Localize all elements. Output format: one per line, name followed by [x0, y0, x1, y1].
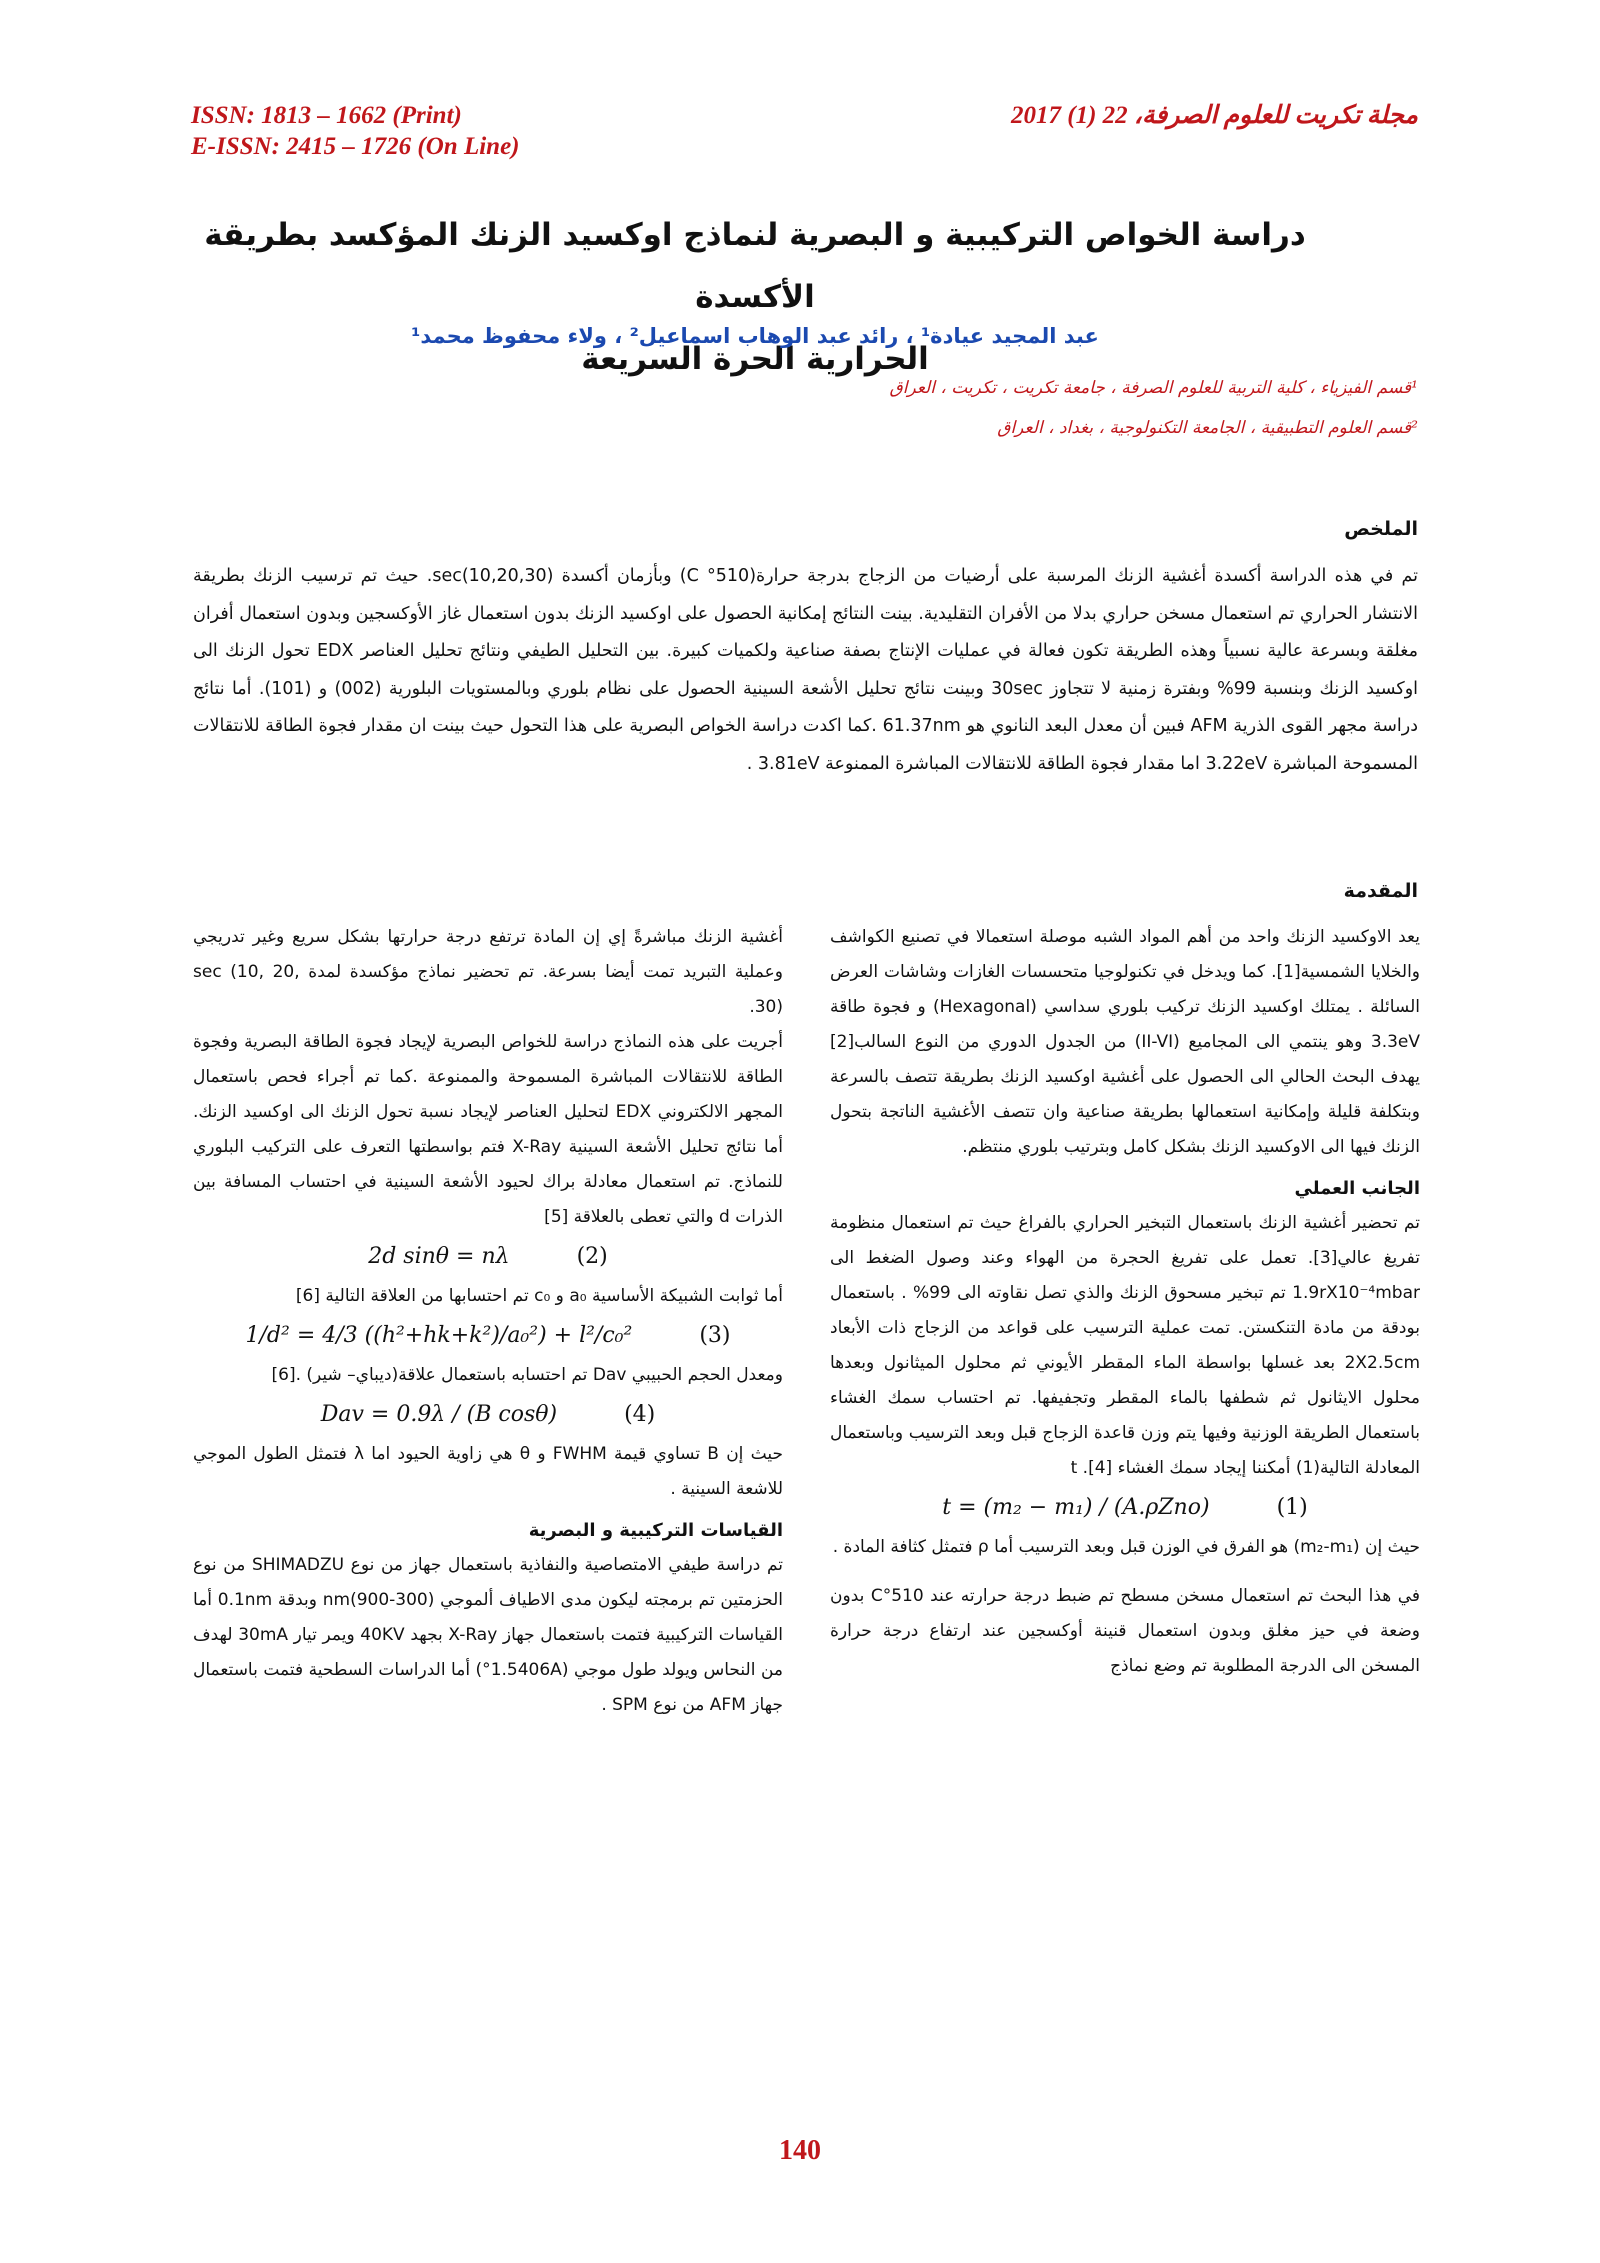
measurements-paragraph: تم دراسة طيفي الامتصاصية والنفاذية باستعمال جهاز من نوع SHIMADZU من نوع الحزمتين تم برمجته ليكون مدى الاطياف ألموجي nm(900-300) وبدقة 0.1nm أما القياسات التركيبية فتمت باستعمال جهاز X-Ray بجهد 40KV ويمر تيار 30mA لهدف من النحاس ويولد طول موجي (1.5406A°) أما الدراسات السطحية فتمت باستعمال جهاز AFM من نوع SPM .: [193, 1555, 784, 1715]
abstract-heading: الملخص: [1344, 518, 1418, 540]
equation-1-formula: t = (m₂ − m₁) / (A.ρZno): [942, 1495, 1210, 1520]
heater-paragraph: في هذا البحث تم استعمال مسخن مسطح تم ضبط درجة حرارته عند 510°C بدون وضعة في حيز مغلق وبدون استعمال قنينة أوكسجين عند ارتفاع درجة حرارة المسخن الى الدرجة المطلوبة تم وضع نماذج: [830, 1586, 1420, 1676]
equation-2: [193, 1235, 783, 1279]
analysis-paragraph: أجريت على هذه النماذج دراسة للخواص البصرية لإيجاد فجوة الطاقة البصرية وفجوة الطاقة للانتقالات المباشرة المسموحة والممنوعة .كما تم أجراء فحص باستعمال المجهر الالكتروني EDX لتحليل العناصر لإيجاد نسبة تحول الزنك الى اوكسيد الزنك. أما نتائج تحليل الأشعة السينية X-Ray فتم بواسطتها التعرف على التركيب البلوري للنماذج. تم استعمال معادلة براك لحيود الأشعة السينية في احتساب المسافة بين الذرات d والتي تعطى بالعلاقة [5]: [193, 1032, 784, 1227]
measurements-heading: القياسات التركيبية و البصرية: [528, 1520, 783, 1541]
oxidation-paragraph: أغشية الزنك مباشرةً إي إن المادة ترتفع درجة حرارتها بشكل سريع وغير تدريجي وعملية التبريد تمت أيضا بسرعة. تم تحضير نماذج مؤكسدة لمدة sec (10, 20, 30).: [193, 927, 783, 1017]
equation-1: [830, 1486, 1420, 1530]
abstract-text: تم في هذه الدراسة أكسدة أغشية الزنك المرسبة على أرضيات من الزجاج بدرجة حرارة(510° C) وبأزمان أكسدة sec(10,20,30). حيث تم ترسيب الزنك بطريقة الانتشار الحراري تم استعمال مسخن حراري بدلا من الأفران التقليدية. بينت النتائج إمكانية الحصول على اوكسيد الزنك بدون استعمال غاز الأوكسجين وبدون استعمال أفران مغلقة وبسرعة عالية نسبياً وهذه الطريقة تكون فعالة في عمليات الإنتاج بصفة صناعية ولكميات كبيرة. بين التحليل الطيفي ونتائج تحليل العناصر EDX تحول الزنك الى اوكسيد الزنك وبنسبة 99% وبفترة زمنية لا تتجاوز 30sec وبينت نتائج تحليل الأشعة السينية الحصول على نظام بلوري وبالمستويات البلورية (002) و (101). أما نتائج دراسة مجهر القوى الذرية AFM فبين أن معدل البعد النانوي هو 61.37nm .كما اكدت دراسة الخواص البصرية على هذا التحول حيث بينت ان مقدار فجوة الطاقة للانتقالات المسموحة المباشرة 3.22eV اما مقدار فجوة الطاقة للانتقالات المباشرة الممنوعة 3.81eV .: [193, 566, 1419, 774]
issn-online: E-ISSN: 2415 – 1726 (On Line): [191, 133, 520, 160]
eq1-explanation: حيث إن (m₂-m₁) هو الفرق في الوزن قبل وبعد الترسيب أما ρ فتمثل كثافة المادة .: [832, 1537, 1420, 1557]
lattice-paragraph: أما ثوابت الشبيكة الأساسية a₀ و c₀ تم احتسابها من العلاقة التالية [6]: [295, 1286, 783, 1306]
authors: عبد المجيد عيادة¹ ، رائد عبد الوهاب اسماعيل² ، ولاء محفوظ محمد¹: [411, 324, 1099, 348]
equation-4-formula: Dav = 0.9λ / (B cosθ): [320, 1402, 558, 1427]
equation-3: [193, 1314, 783, 1358]
equation-1-number: (1): [1276, 1495, 1308, 1520]
equation-3-number: (3): [699, 1323, 731, 1348]
right-column: [830, 920, 1420, 1684]
issn-block: [191, 100, 520, 162]
equation-4-number: (4): [624, 1402, 656, 1427]
equation-3-formula: 1/d² = 4/3 ((h²+hk+k²)/a₀²) + l²/c₀²: [245, 1323, 633, 1348]
paper-title: [190, 204, 1320, 390]
practical-heading: الجانب العملي: [1294, 1178, 1420, 1199]
practical-paragraph: تم تحضير أغشية الزنك باستعمال التبخير الحراري بالفراغ حيث تم استعمال منظومة تفريغ عالي[3]. تعمل على تفريغ الحجرة من الهواء وعند وصول الضغط الى 1.9rX10⁻⁴mbar تم تبخير مسحوق الزنك والذي تصل نقاوته الى 99% . باستعمال بودقة من مادة التنكستن. تمت عملية الترسيب على قواعد من الزجاج ذات الأبعاد 2X2.5cm بعد غسلها بواسطة الماء المقطر الأيوني ثم محلول الميثانول وبعدها محلول الايثانول ثم شطفها بالماء المقطر وتجفيفها. تم احتساب سمك الغشاء باستعمال الطريقة الوزنية وفيها يتم وزن قاعدة الزجاج قبل وبعد الترسيب وباستعمال المعادلة التالية(1) أمكننا إيجاد سمك الغشاء t .[4]: [830, 1213, 1420, 1478]
title-line-1: دراسة الخواص التركيبية و البصرية لنماذج اوكسيد الزنك المؤكسد بطريقة الأكسدة: [204, 217, 1306, 315]
issn-print: ISSN: 1813 – 1662 (Print): [191, 102, 462, 129]
affiliation-1: ¹قسم الفيزياء ، كلية التربية للعلوم الصرفة ، جامعة تكريت ، تكريت ، العراق: [889, 378, 1418, 398]
grain-size-paragraph: ومعدل الحجم الحبيبي Dav تم احتسابه باستعمال علاقة(ديباي– شير) .[6]: [271, 1365, 783, 1385]
fwhm-paragraph: حيث إن B تساوي قيمة FWHM و θ هي زاوية الحيود اما λ فتمثل الطول الموجي للاشعة السينية .: [193, 1444, 783, 1499]
intro-heading: المقدمة: [1343, 880, 1418, 902]
journal-name: مجلة تكريت للعلوم الصرفة، 22 (1) 2017: [1010, 102, 1418, 129]
equation-4: [193, 1393, 783, 1437]
title-line-2: الحرارية الحرة السريعة: [581, 341, 929, 377]
equation-2-formula: 2d sinθ = nλ: [368, 1244, 510, 1269]
left-column: [193, 920, 783, 1723]
equation-2-number: (2): [576, 1244, 608, 1269]
intro-paragraph: يعد الاوكسيد الزنك واحد من أهم المواد الشبه موصلة استعمالا في تصنيع الكواشف والخلايا الشمسية[1]. كما ويدخل في تكنولوجيا متحسسات الغازات وشاشات العرض السائلة . يمتلك اوكسيد الزنك تركيب بلوري سداسي (Hexagonal) و فجوة طاقة 3.3eV وهو ينتمي الى المجاميع (II-VI) من الجدول الدوري من النوع السالب[2] يهدف البحث الحالي الى الحصول على أغشية اوكسيد الزنك بطريقة تتصف بالسرعة وبتكلفة قليلة وإمكانية استعمالها بطريقة صناعية وان تتصف الأغشية الناتجة بتحول الزنك فيها الى الاوكسيد الزنك بشكل كامل وبترتيب بلوري منتظم.: [830, 927, 1420, 1157]
affiliation-2: ²قسم العلوم التطبيقية ، الجامعة التكنولوجية ، بغداد ، العراق: [997, 418, 1418, 438]
page-number: 140: [779, 2135, 821, 2166]
